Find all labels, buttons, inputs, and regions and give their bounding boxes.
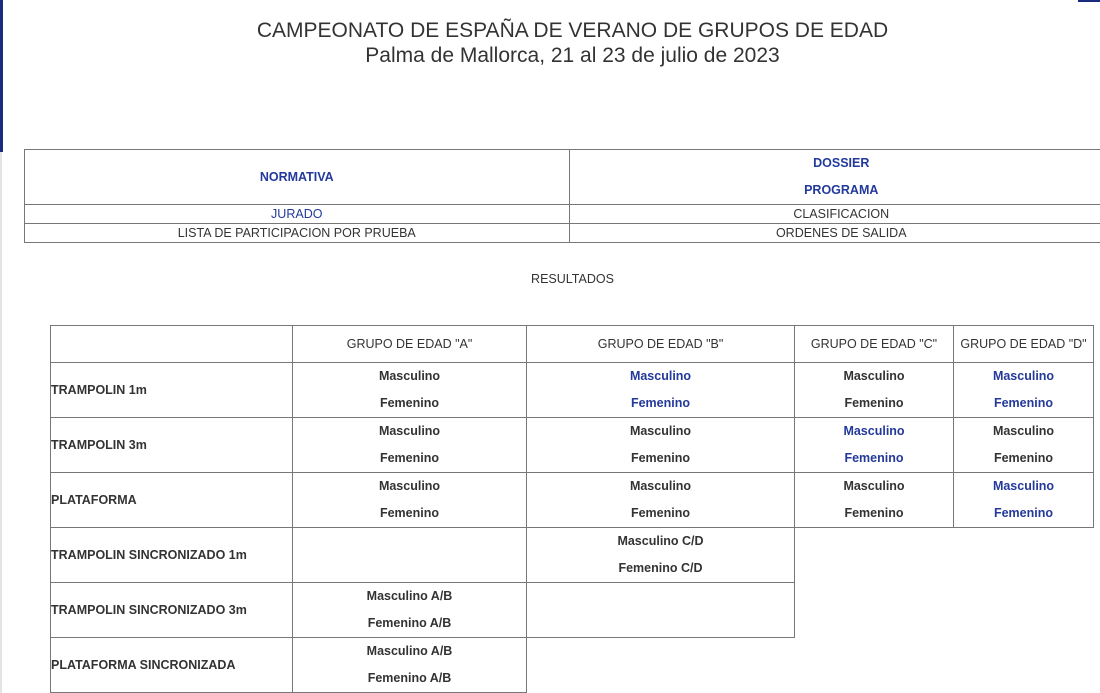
event-label: TRAMPOLIN SINCRONIZADO 1m: [51, 528, 293, 583]
clasificacion-cell: [569, 205, 1100, 224]
result-cell: [293, 473, 527, 528]
result-cell: [954, 418, 1094, 473]
masculino-result: Masculino: [629, 479, 692, 493]
jurado-cell: [25, 205, 570, 224]
femenino-result: Femenino: [379, 396, 440, 410]
event-label: TRAMPOLIN SINCRONIZADO 3m: [51, 583, 293, 638]
title-line: CAMPEONATO DE ESPAÑA DE VERANO DE GRUPOS DE EDAD: [256, 19, 889, 42]
masculino-result: Masculino C/D: [617, 534, 704, 548]
col-header-d: GRUPO DE EDAD "D": [954, 326, 1094, 363]
result-cell: [795, 363, 954, 418]
femenino-result[interactable]: Femenino: [993, 506, 1054, 520]
ordenes-cell: [569, 224, 1100, 243]
femenino-result: Femenino: [379, 451, 440, 465]
blank-area: [795, 528, 1094, 583]
clasificacion-text: CLASIFICACION: [793, 207, 890, 221]
table-row: [51, 418, 1094, 473]
lista-text: LISTA DE PARTICIPACION POR PRUEBA: [177, 226, 416, 240]
masculino-result: Masculino: [629, 424, 692, 438]
empty-cell: [527, 583, 795, 638]
table-row: [51, 363, 1094, 418]
femenino-result: Femenino C/D: [618, 561, 703, 575]
result-cell: [954, 363, 1094, 418]
normativa-link[interactable]: NORMATIVA: [259, 170, 334, 184]
result-cell: [954, 473, 1094, 528]
dossier-cell: [569, 150, 1100, 205]
masculino-result: Masculino A/B: [366, 589, 453, 603]
result-cell: [293, 638, 527, 693]
masculino-result: Masculino: [843, 369, 905, 383]
resultados-heading: RESULTADOS: [531, 272, 614, 286]
masculino-result[interactable]: Masculino: [843, 424, 905, 438]
masculino-result: Masculino: [378, 369, 441, 383]
header-blank: [51, 326, 293, 363]
femenino-result: Femenino: [844, 396, 904, 410]
result-cell: [293, 418, 527, 473]
masculino-result: Masculino: [992, 424, 1055, 438]
femenino-result: Femenino: [630, 506, 691, 520]
masculino-result[interactable]: Masculino: [992, 479, 1055, 493]
masculino-result: Masculino: [378, 479, 441, 493]
result-cell: [527, 418, 795, 473]
masculino-result: Masculino: [843, 479, 905, 493]
event-label: TRAMPOLIN 3m: [51, 418, 293, 473]
masculino-result[interactable]: Masculino: [992, 369, 1055, 383]
col-header-b: GRUPO DE EDAD "B": [527, 326, 795, 363]
table-row: [51, 473, 1094, 528]
lista-cell: [25, 224, 570, 243]
result-cell: [293, 583, 527, 638]
subtitle-line: Palma de Mallorca, 21 al 23 de julio de 2023: [365, 44, 780, 67]
femenino-result: Femenino: [993, 451, 1054, 465]
documents-table: [24, 149, 1100, 243]
results-table: [50, 325, 1094, 693]
ordenes-text: ORDENES DE SALIDA: [775, 226, 907, 240]
femenino-result[interactable]: Femenino: [993, 396, 1054, 410]
femenino-result[interactable]: Femenino: [630, 396, 691, 410]
dossier-link[interactable]: DOSSIER: [813, 156, 870, 170]
femenino-result: Femenino: [630, 451, 691, 465]
left-border-line: [0, 152, 2, 693]
result-cell: [527, 473, 795, 528]
result-cell: [795, 418, 954, 473]
page-title: [0, 18, 1100, 68]
result-cell: [527, 363, 795, 418]
blank-area: [795, 583, 1094, 638]
col-header-a: GRUPO DE EDAD "A": [293, 326, 527, 363]
top-accent-rule: [1078, 0, 1100, 2]
femenino-result[interactable]: Femenino: [844, 451, 904, 465]
femenino-result: Femenino A/B: [367, 671, 452, 685]
masculino-result: Masculino A/B: [366, 644, 453, 658]
event-label: PLATAFORMA SINCRONIZADA: [51, 638, 293, 693]
blank-area: [527, 638, 1094, 693]
programa-link[interactable]: PROGRAMA: [804, 183, 879, 197]
event-label: TRAMPOLIN 1m: [51, 363, 293, 418]
femenino-result: Femenino: [844, 506, 904, 520]
jurado-link[interactable]: JURADO: [271, 207, 323, 221]
femenino-result: Femenino A/B: [367, 616, 452, 630]
empty-cell: [293, 528, 527, 583]
result-cell: [527, 528, 795, 583]
event-label: PLATAFORMA: [51, 473, 293, 528]
femenino-result: Femenino: [379, 506, 440, 520]
masculino-result: Masculino: [378, 424, 441, 438]
masculino-result[interactable]: Masculino: [629, 369, 692, 383]
normativa-cell: [25, 150, 570, 205]
result-cell: [795, 473, 954, 528]
result-cell: [293, 363, 527, 418]
col-header-c: GRUPO DE EDAD "C": [795, 326, 954, 363]
